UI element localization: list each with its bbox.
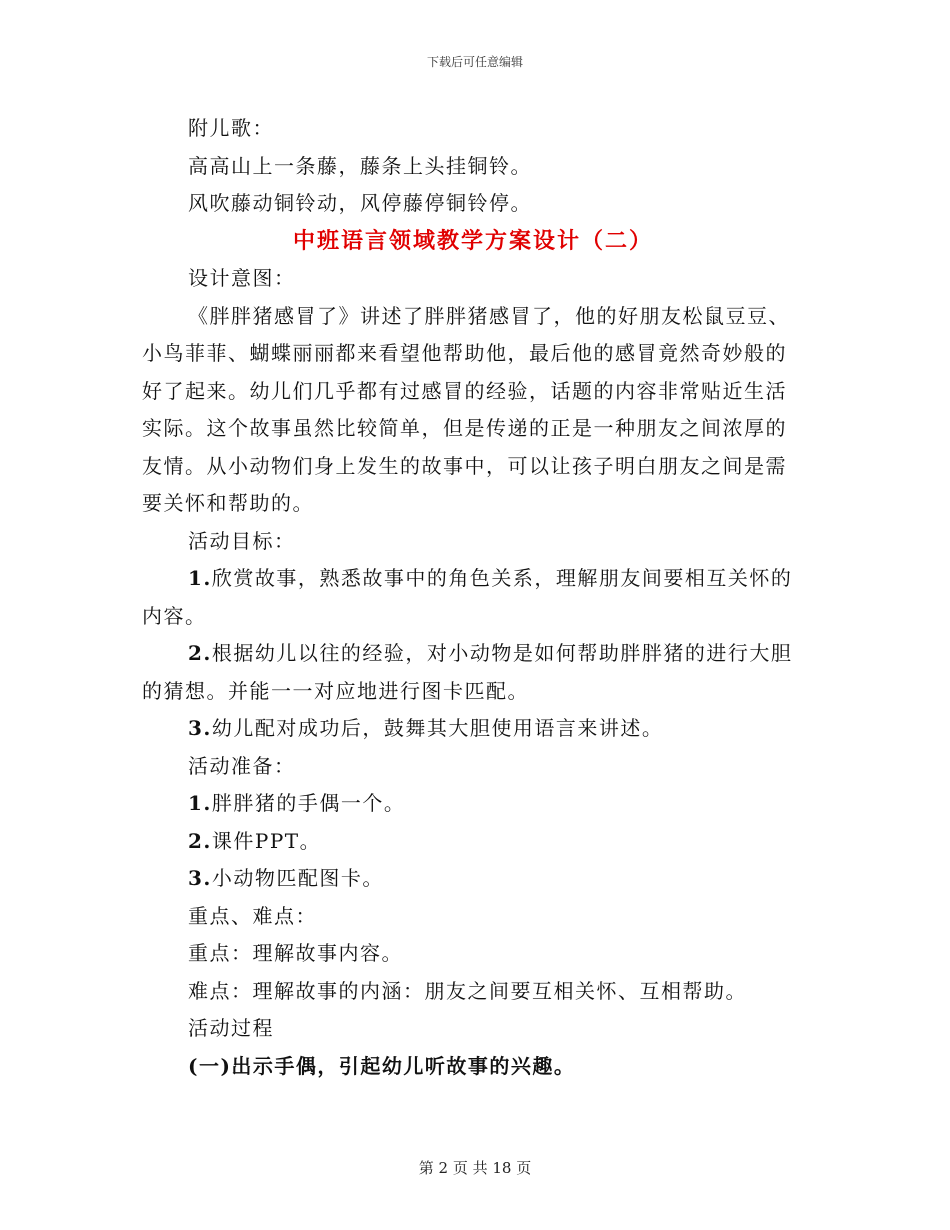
goal-item [142,710,804,748]
prep-number: 3. [188,866,212,890]
prep-item [142,785,804,823]
song-label: 附儿歌： [188,116,274,140]
process-step-1: (一)出示手偶，引起幼儿听故事的兴趣。 [188,1053,576,1078]
goal-text: 根据幼儿以往的经验，对小动物是如何帮助胖胖猪的进行大胆的猜想。并能一一对应地进行图卡匹配。 [142,641,793,703]
goals-label: 活动目标： [188,528,296,553]
prep-text: 胖胖猪的手偶一个。 [211,791,406,815]
document-body [142,110,804,1085]
intent-paragraph: 《胖胖猪感冒了》讲述了胖胖猪感冒了，他的好朋友松鼠豆豆、小鸟菲菲、蝴蝶丽丽都来看望他帮助他，最后他的感冒竟然奇妙般的好了起来。幼儿们几乎都有过感冒的经验，话题的内容非常贴近生活实际。这个故事虽然比较简单，但是传递的正是一种朋友之间浓厚的友情。从小动物们身上发生的故事中，可以让孩子明白朋友之间是需要关怀和帮助的。 [142,303,790,515]
goal-number: 3. [188,716,212,740]
song-line-2: 风吹藤动铜铃动，风停藤停铜铃停。 [188,191,532,215]
page-footer: 第 2 页 共 18 页 [418,1159,532,1177]
goal-number: 1. [188,566,212,590]
page-header: 下载后可任意编辑 [426,55,523,69]
intent-label: 设计意图： [188,266,296,290]
prep-text: 小动物匹配图卡。 [211,866,384,890]
goal-text: 幼儿配对成功后，鼓舞其大胆使用语言来讲述。 [211,716,664,740]
section-title: 中班语言领域教学方案设计（二） [292,227,653,254]
prep-number: 1. [188,791,212,815]
prep-number: 2. [188,828,212,853]
prep-label: 活动准备： [188,753,296,778]
key-label: 重点、难点： [188,903,317,928]
prep-item [142,860,804,898]
goal-item [142,635,804,710]
key-focus: 重点：理解故事内容。 [188,941,403,965]
prep-item [142,823,804,861]
song-line-1: 高高山上一条藤，藤条上头挂铜铃。 [188,153,532,178]
prep-text: 课件PPT。 [211,828,322,853]
key-difficulty: 难点：理解故事的内涵：朋友之间要互相关怀、互相帮助。 [188,978,747,1003]
goal-text: 欣赏故事，熟悉故事中的角色关系，理解朋友间要相互关怀的内容。 [142,566,793,628]
goal-number: 2. [188,641,212,665]
goal-item [142,560,804,635]
process-label: 活动过程 [188,1016,274,1040]
